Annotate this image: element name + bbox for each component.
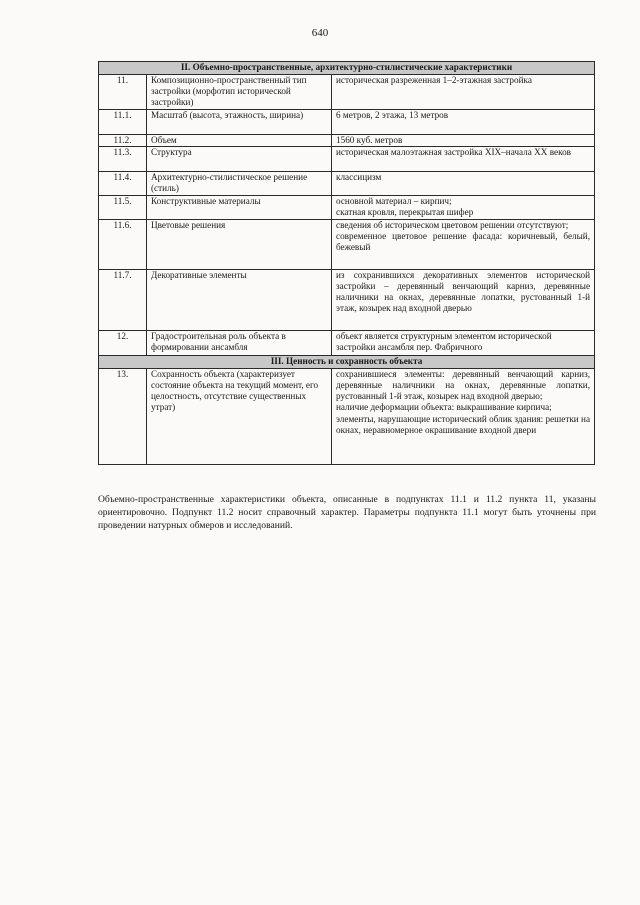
value-line: современное цветовое решение фасада: коричневый, белый, бежевый (336, 231, 591, 253)
section-header-2 (99, 62, 595, 75)
page-number: 640 (311, 27, 329, 39)
row-value: объект является структурным элементом исторической застройки ансамбля пер. Фабричного (332, 330, 595, 355)
footnote-paragraph: Объемно-пространственные характеристики объекта, описанные в подпунктах 11.1 и 11.2 пункта 11, указаны ориентировочно. Подпункт 11.2 носит справочный характер. Параметры подпункта 11.1 могут быть уточнены при проведении натурных обмеров и исследований. (98, 494, 596, 532)
row-value (332, 219, 595, 269)
value-line: сохранившиеся элементы: деревянный венчающий карниз, деревянные наличники на окнах, деревянные лопатки, рустованный 1-й этаж, козырек над входной дверью; (336, 368, 591, 402)
value-line: сведения об историческом цветовом решении отсутствуют; (336, 219, 569, 230)
row-value: историческая разреженная 1–2-этажная застройка (332, 75, 595, 110)
row-label: Архитектурно-стилистическое решение (стиль) (147, 171, 332, 195)
row-number: 13. (99, 368, 147, 464)
row-value: 6 метров, 2 этажа, 13 метров (332, 109, 595, 134)
row-number: 11.1. (99, 109, 147, 134)
table-row (99, 368, 595, 464)
row-value: историческая малоэтажная застройка XIX–начала XX веков (332, 146, 595, 171)
table-row (99, 330, 595, 355)
value-line: скатная кровля, перекрытая шифер (336, 207, 474, 218)
row-value: классицизм (332, 171, 595, 195)
row-number: 11.4. (99, 171, 147, 195)
row-label: Объем (147, 134, 332, 146)
row-label: Масштаб (высота, этажность, ширина) (147, 109, 332, 134)
value-line: основной материал – кирпич; (336, 195, 452, 206)
row-number: 11. (99, 75, 147, 110)
row-label: Конструктивные материалы (147, 195, 332, 219)
section-title: II. Объемно-пространственные, архитектурно-стилистические характеристики (99, 62, 595, 75)
row-number: 11.3. (99, 146, 147, 171)
table-row (99, 269, 595, 330)
value-line: наличие деформации объекта: выкрашивание кирпича; (336, 402, 552, 413)
row-value (332, 368, 595, 464)
table-row (99, 146, 595, 171)
section-header-3 (99, 355, 595, 368)
table-row (99, 219, 595, 269)
table-row (99, 109, 595, 134)
row-value: из сохранившихся декоративных элементов исторической застройки – деревянный венчающий карниз, деревянные наличники на окнах, деревянные лопатки, рустованный 1-й этаж, козырек над входной дверью (332, 269, 595, 330)
row-label: Декоративные элементы (147, 269, 332, 330)
row-label: Сохранность объекта (характеризует состояние объекта на текущий момент, его целостность, отсутствие существенных утрат) (147, 368, 332, 464)
characteristics-table (98, 61, 595, 465)
row-label: Градостроительная роль объекта в формировании ансамбля (147, 330, 332, 355)
table-row (99, 75, 595, 110)
row-number: 11.2. (99, 134, 147, 146)
value-line: элементы, нарушающие исторический облик здания: решетки на окнах, неравномерное окрашивание входной двери (336, 413, 591, 435)
row-label: Композиционно-пространственный тип застройки (морфотип исторической застройки) (147, 75, 332, 110)
row-label: Цветовые решения (147, 219, 332, 269)
row-number: 11.7. (99, 269, 147, 330)
row-number: 11.6. (99, 219, 147, 269)
section-title: III. Ценность и сохранность объекта (99, 355, 595, 368)
row-value (332, 195, 595, 219)
table-row (99, 195, 595, 219)
table-row (99, 134, 595, 146)
row-number: 12. (99, 330, 147, 355)
table-row (99, 171, 595, 195)
row-number: 11.5. (99, 195, 147, 219)
row-label: Структура (147, 146, 332, 171)
row-value: 1560 куб. метров (332, 134, 595, 146)
